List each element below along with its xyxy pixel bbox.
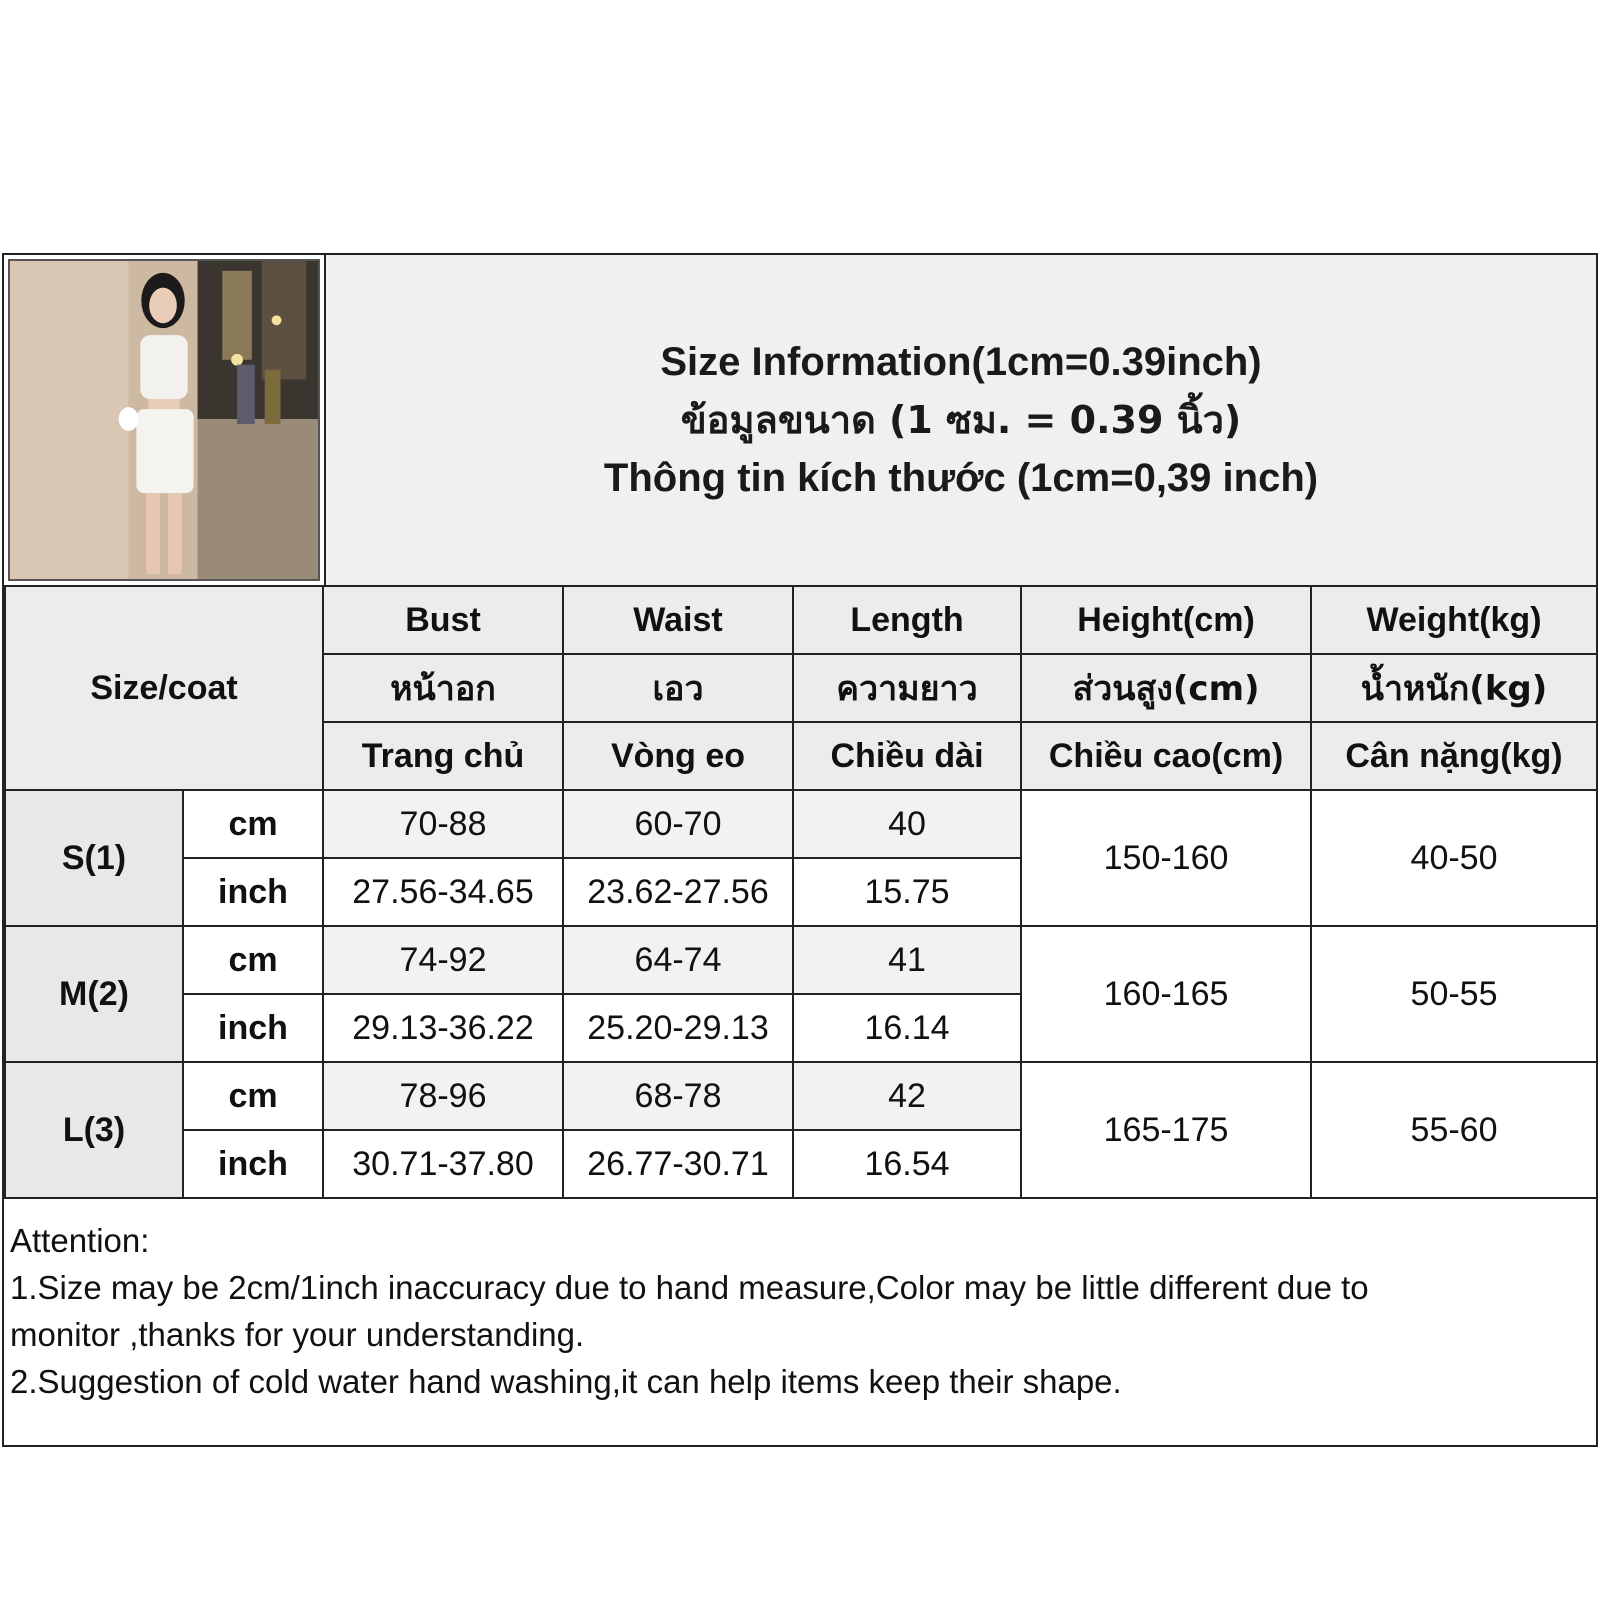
bust-cm: 78-96	[323, 1062, 563, 1130]
header-weight-vi: Cân nặng(kg)	[1311, 722, 1597, 790]
attention-notes	[10, 1217, 1590, 1405]
header-length-vi: Chiều dài	[793, 722, 1021, 790]
title-english: Size Information(1cm=0.39inch)	[660, 340, 1262, 384]
size-label: S(1)	[5, 790, 183, 926]
length-inch: 16.14	[793, 994, 1021, 1062]
bust-inch: 30.71-37.80	[323, 1130, 563, 1198]
table-row	[5, 926, 1597, 994]
header-weight: Weight(kg)	[1311, 586, 1597, 654]
notes-line: 2.Suggestion of cold water hand washing,it can help items keep their shape.	[10, 1363, 1122, 1400]
unit-label: inch	[183, 994, 323, 1062]
header-height-vi: Chiều cao(cm)	[1021, 722, 1311, 790]
length-cm: 42	[793, 1062, 1021, 1130]
size-label: L(3)	[5, 1062, 183, 1198]
header-length: Length	[793, 586, 1021, 654]
header-waist: Waist	[563, 586, 793, 654]
waist-inch: 26.77-30.71	[563, 1130, 793, 1198]
title-thai: ข้อมูลขนาด (1 ซม. = 0.39 นิ้ว)	[680, 398, 1242, 442]
weight-range: 55-60	[1311, 1062, 1597, 1198]
waist-inch: 25.20-29.13	[563, 994, 793, 1062]
length-cm: 40	[793, 790, 1021, 858]
notes-heading: Attention:	[10, 1222, 150, 1259]
bust-inch: 27.56-34.65	[323, 858, 563, 926]
model-photo-illustration	[10, 261, 318, 579]
height-range: 165-175	[1021, 1062, 1311, 1198]
waist-cm: 64-74	[563, 926, 793, 994]
bust-cm: 74-92	[323, 926, 563, 994]
table-row	[5, 790, 1597, 858]
header-waist-thai: เอว	[563, 654, 793, 722]
corner-label: Size/coat	[5, 586, 323, 790]
header-bust-thai: หน้าอก	[323, 654, 563, 722]
unit-label: cm	[183, 790, 323, 858]
weight-range: 40-50	[1311, 790, 1597, 926]
weight-range: 50-55	[1311, 926, 1597, 1062]
height-range: 160-165	[1021, 926, 1311, 1062]
waist-inch: 23.62-27.56	[563, 858, 793, 926]
header-height: Height(cm)	[1021, 586, 1311, 654]
header-length-thai: ความยาว	[793, 654, 1021, 722]
bust-cm: 70-88	[323, 790, 563, 858]
length-cm: 41	[793, 926, 1021, 994]
size-table	[4, 585, 1598, 1199]
bust-inch: 29.13-36.22	[323, 994, 563, 1062]
table-row	[5, 1062, 1597, 1130]
model-photo	[8, 259, 320, 581]
size-information-title	[324, 255, 1596, 587]
size-chart	[2, 253, 1598, 1447]
length-inch: 15.75	[793, 858, 1021, 926]
header-row-english	[5, 586, 1597, 654]
title-vietnamese: Thông tin kích thước (1cm=0,39 inch)	[603, 456, 1319, 500]
header-waist-vi: Vòng eo	[563, 722, 793, 790]
unit-label: cm	[183, 1062, 323, 1130]
header-height-thai: ส่วนสูง(cm)	[1021, 654, 1311, 722]
header-weight-thai: น้ำหนัก(kg)	[1311, 654, 1597, 722]
notes-line: monitor ,thanks for your understanding.	[10, 1316, 585, 1353]
unit-label: inch	[183, 858, 323, 926]
header-bust-vi: Trang chủ	[323, 722, 563, 790]
notes-line: 1.Size may be 2cm/1inch inaccuracy due to hand measure,Color may be little different due to	[10, 1269, 1369, 1306]
size-label: M(2)	[5, 926, 183, 1062]
length-inch: 16.54	[793, 1130, 1021, 1198]
height-range: 150-160	[1021, 790, 1311, 926]
header-bust: Bust	[323, 586, 563, 654]
waist-cm: 60-70	[563, 790, 793, 858]
unit-label: cm	[183, 926, 323, 994]
unit-label: inch	[183, 1130, 323, 1198]
waist-cm: 68-78	[563, 1062, 793, 1130]
